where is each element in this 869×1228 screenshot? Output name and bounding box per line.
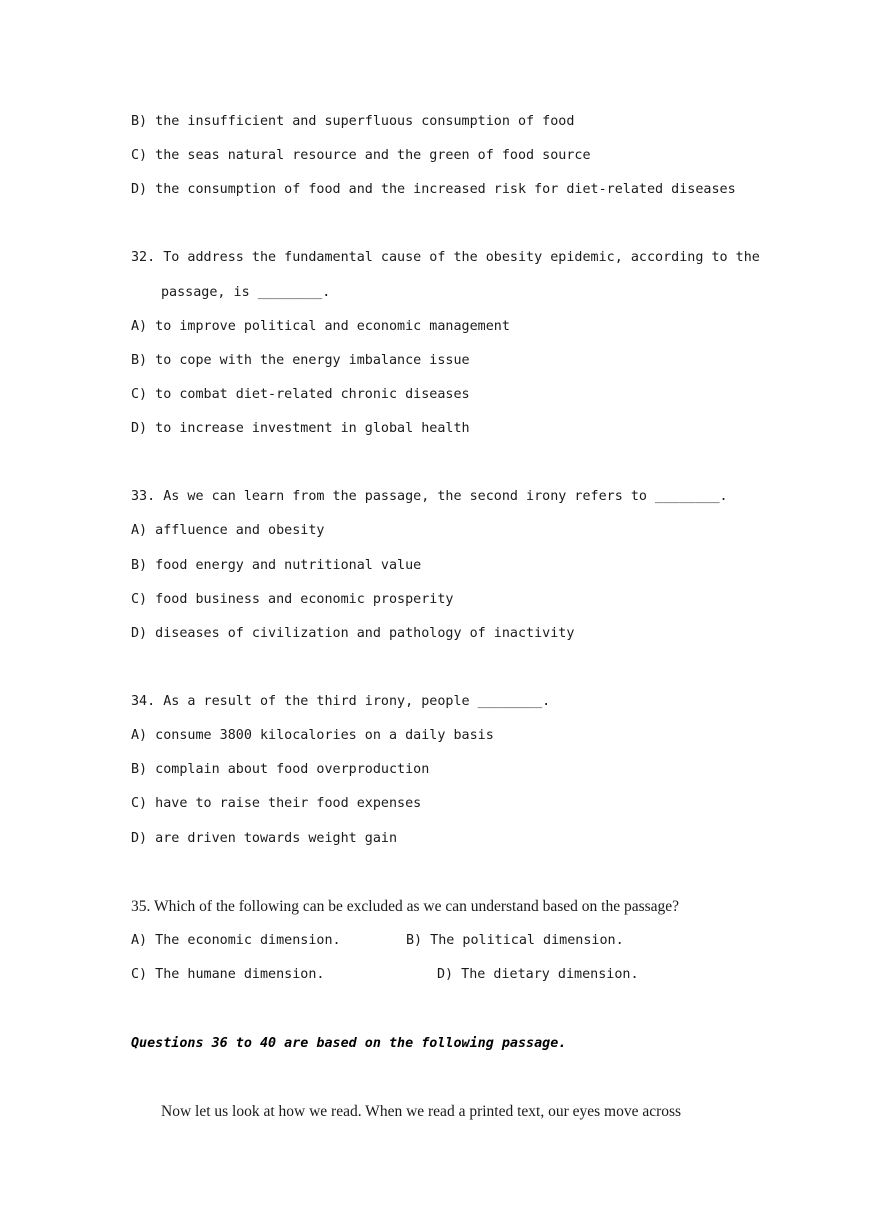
q33-option-b: B) food energy and nutritional value: [131, 558, 422, 573]
q33-option-c: C) food business and economic prosperity: [131, 592, 454, 607]
q31-option-d: D) the consumption of food and the increased risk for diet-related diseases: [131, 182, 736, 197]
q32-option-c: C) to combat diet-related chronic diseases: [131, 387, 470, 402]
q35-option-d: D) The dietary dimension.: [437, 967, 639, 982]
q34-option-a: A) consume 3800 kilocalories on a daily basis: [131, 728, 494, 743]
q35-option-a: A) The economic dimension.: [131, 933, 341, 948]
q34-stem: 34. As a result of the third irony, people ________.: [131, 694, 551, 709]
q32-stem-line2: passage, is ________.: [161, 285, 331, 300]
q35-stem: 35. Which of the following can be excluded as we can understand based on the passage?: [131, 898, 680, 915]
section-heading: Questions 36 to 40 are based on the following passage.: [131, 1036, 567, 1051]
q31-option-b: B) the insufficient and superfluous consumption of food: [131, 114, 575, 129]
q34-option-d: D) are driven towards weight gain: [131, 831, 398, 846]
passage-first-line: Now let us look at how we read. When we read a printed text, our eyes move across: [161, 1103, 682, 1120]
q31-option-c: C) the seas natural resource and the green of food source: [131, 148, 591, 163]
q34-option-b: B) complain about food overproduction: [131, 762, 430, 777]
q32-option-b: B) to cope with the energy imbalance issue: [131, 353, 470, 368]
q32-option-d: D) to increase investment in global health: [131, 421, 470, 436]
q32-option-a: A) to improve political and economic management: [131, 319, 510, 334]
q32-stem-line1: 32. To address the fundamental cause of the obesity epidemic, according to the: [131, 250, 760, 265]
q33-option-d: D) diseases of civilization and pathology of inactivity: [131, 626, 575, 641]
q33-stem: 33. As we can learn from the passage, the second irony refers to ________.: [131, 489, 728, 504]
q35-option-c: C) The humane dimension.: [131, 967, 325, 982]
q33-option-a: A) affluence and obesity: [131, 523, 325, 538]
q34-option-c: C) have to raise their food expenses: [131, 796, 422, 811]
q35-option-b: B) The political dimension.: [406, 933, 624, 948]
